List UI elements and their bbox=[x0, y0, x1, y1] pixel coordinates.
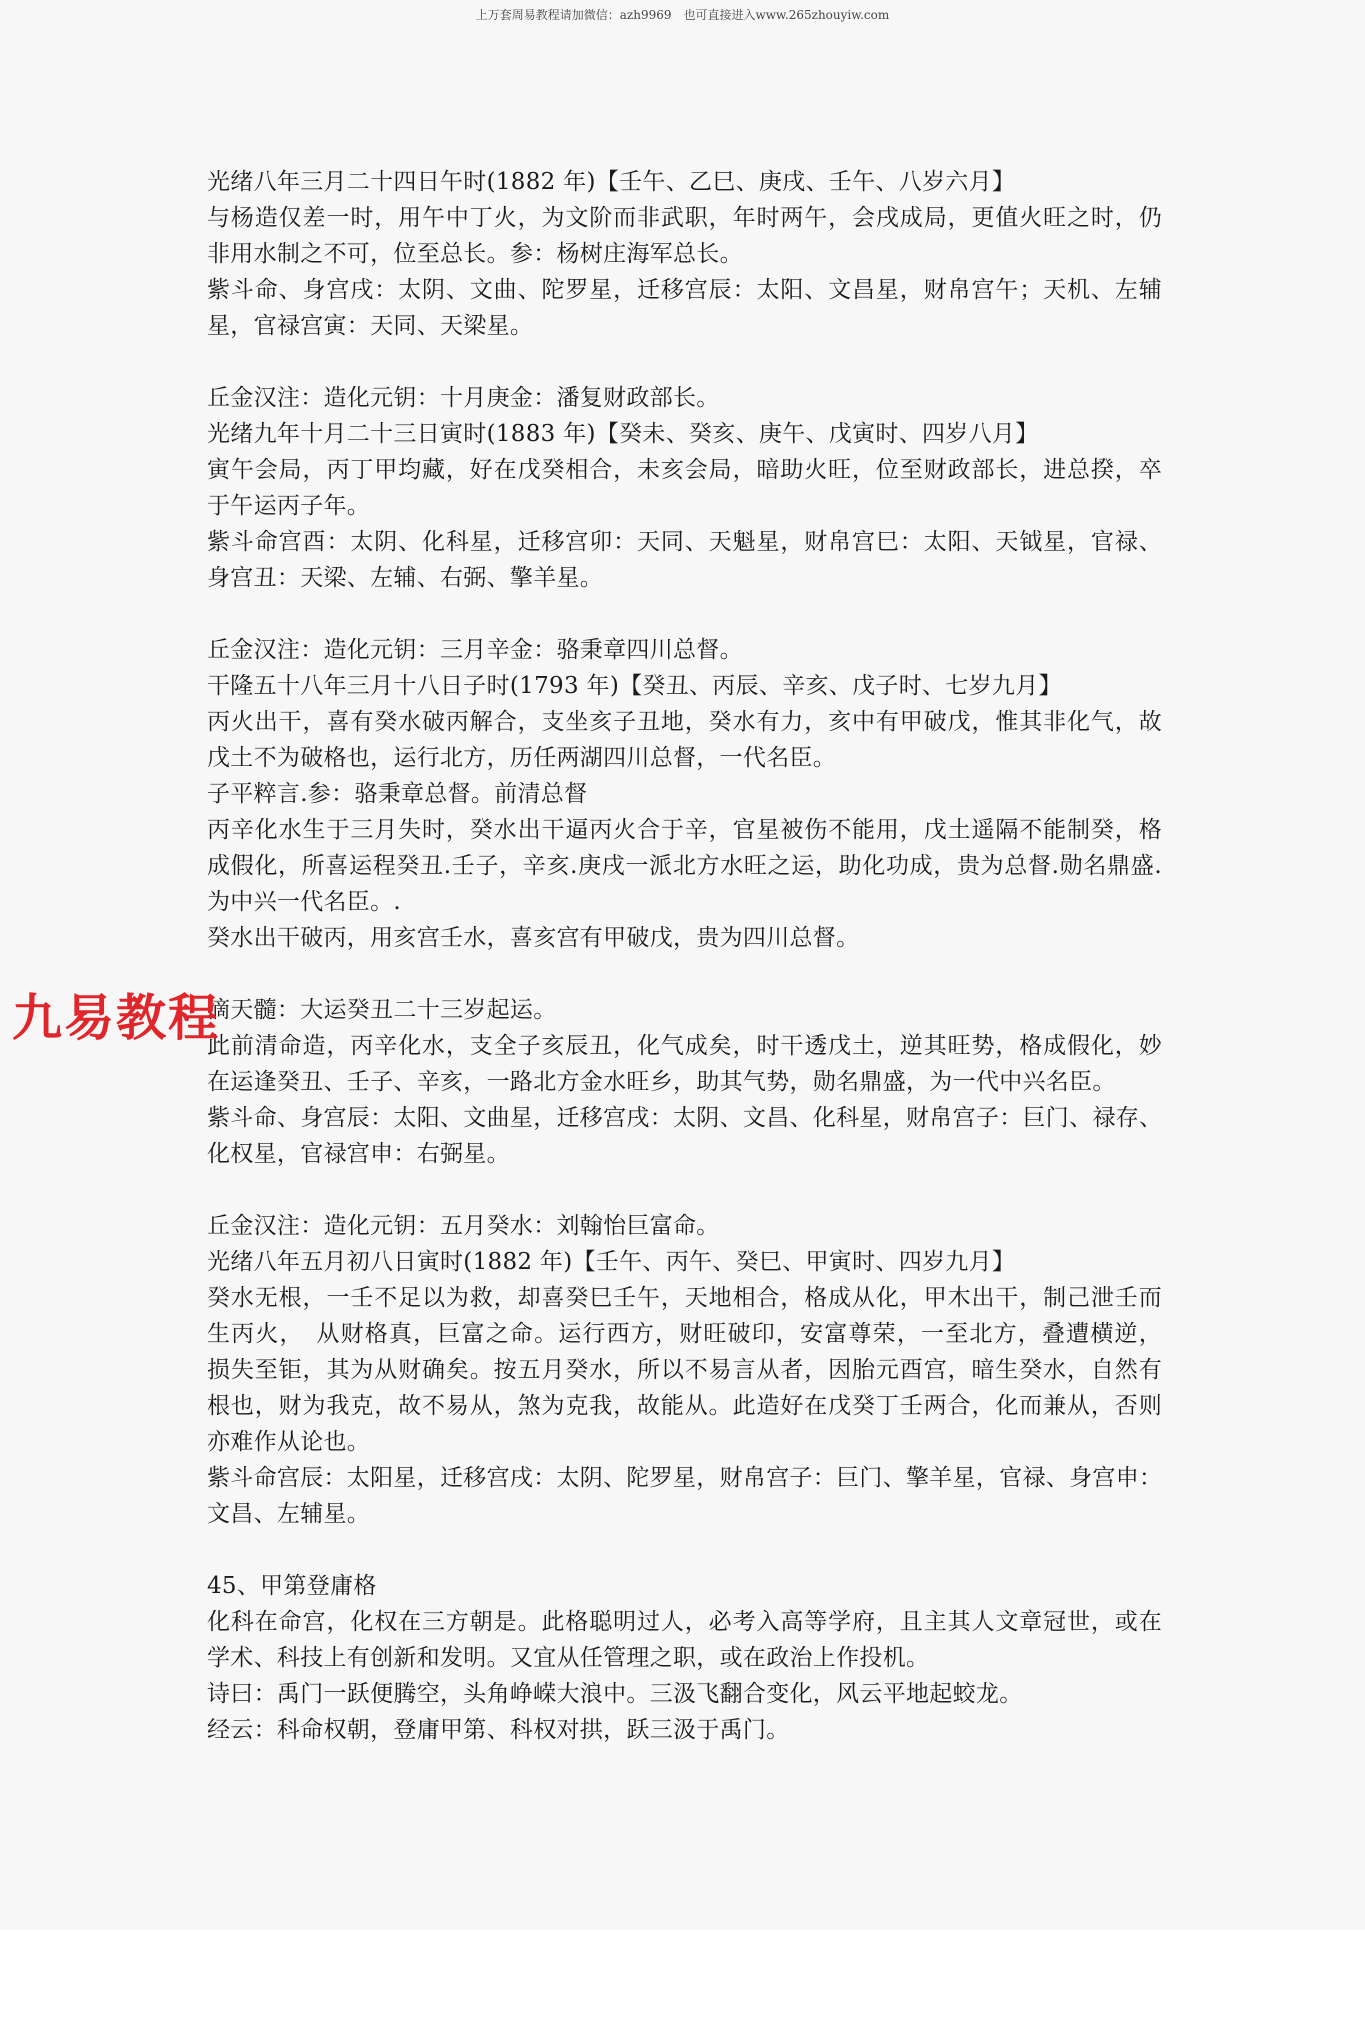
text-line: 与杨造仅差一时，用午中丁火，为文阶而非武职，年时两午，会戌成局，更值火旺之时，仍 bbox=[207, 205, 1162, 231]
paragraph-gap bbox=[207, 596, 1162, 632]
text-line: 紫斗命宫酉：太阴、化科星，迁移宫卯：天同、天魁星，财帛宫巳：太阳、天钺星，官禄、 bbox=[207, 529, 1162, 555]
text-line: 生丙火， 从财格真，巨富之命。运行西方，财旺破印，安富尊荣，一至北方，叠遭横逆， bbox=[207, 1321, 1162, 1347]
text-line: 戊土不为破格也，运行北方，历任两湖四川总督，一代名臣。 bbox=[207, 745, 837, 771]
text-line: 此前清命造，丙辛化水，支全子亥辰丑，化气成矣，时干透戊土，逆其旺势，格成假化，妙 bbox=[207, 1033, 1162, 1059]
text-line: 紫斗命宫辰：太阳星，迁移宫戌：太阴、陀罗星，财帛宫子：巨门、擎羊星，官禄、身宫申： bbox=[207, 1465, 1162, 1491]
text-line: 丘金汉注：造化元钥：十月庚金：潘复财政部长。 bbox=[207, 385, 720, 411]
paragraph-gap bbox=[207, 1172, 1162, 1208]
text-line: 非用水制之不可，位至总长。参：杨树庄海军总长。 bbox=[207, 241, 743, 267]
paragraph-gap bbox=[207, 1532, 1162, 1568]
header-note: 上万套周易教程请加微信：azh9969 也可直接进入www.265zhouyiw.com bbox=[475, 8, 890, 22]
text-line: 干隆五十八年三月十八日子时(1793 年)【癸丑、丙辰、辛亥、戊子时、七岁九月】 bbox=[207, 673, 1062, 699]
text-line: 亦难作从论也。 bbox=[207, 1429, 371, 1455]
text-line: 紫斗命、身宫戌：太阴、文曲、陀罗星，迁移宫辰：太阳、文昌星，财帛宫午；天机、左辅 bbox=[207, 277, 1162, 303]
text-line: 癸水出干破丙，用亥宫壬水，喜亥宫有甲破戊，贵为四川总督。 bbox=[207, 925, 860, 951]
text-line: 于午运丙子年。 bbox=[207, 493, 371, 519]
text-line: 根也，财为我克，故不易从，煞为克我，故能从。此造好在戊癸丁壬两合，化而兼从，否则 bbox=[207, 1393, 1162, 1419]
text-line: 光绪九年十月二十三日寅时(1883 年)【癸未、癸亥、庚午、戊寅时、四岁八月】 bbox=[207, 421, 1039, 447]
text-line: 光绪八年三月二十四日午时(1882 年)【壬午、乙巳、庚戌、壬午、八岁六月】 bbox=[207, 169, 1016, 195]
text-line: 身宫丑：天梁、左辅、右弼、擎羊星。 bbox=[207, 565, 604, 591]
text-line: 寅午会局，丙丁甲均藏，好在戊癸相合，未亥会局，暗助火旺，位至财政部长，进总揆，卒 bbox=[207, 457, 1162, 483]
text-line: 紫斗命、身宫辰：太阳、文曲星，迁移宫戌：太阴、文昌、化科星，财帛宫子：巨门、禄存、 bbox=[207, 1105, 1162, 1131]
text-line: 丙火出干，喜有癸水破丙解合，支坐亥子丑地，癸水有力，亥中有甲破戊，惟其非化气，故 bbox=[207, 709, 1162, 735]
watermark-logo: 九易教程 bbox=[12, 989, 220, 1047]
paragraph-gap bbox=[207, 956, 1162, 992]
text-line: 丘金汉注：造化元钥：三月辛金：骆秉章四川总督。 bbox=[207, 637, 743, 663]
text-line: 光绪八年五月初八日寅时(1882 年)【壬午、丙午、癸巳、甲寅时、四岁九月】 bbox=[207, 1249, 1016, 1275]
text-line: 化科在命宫，化权在三方朝是。此格聪明过人，必考入高等学府，且主其人文章冠世，或在 bbox=[207, 1609, 1162, 1635]
text-line: 损失至钜，其为从财确矣。按五月癸水，所以不易言从者，因胎元酉宫，暗生癸水，自然有 bbox=[207, 1357, 1162, 1383]
text-line: 诗曰：禹门一跃便腾空，头角峥嵘大浪中。三汲飞翻合变化，风云平地起蛟龙。 bbox=[207, 1681, 1023, 1707]
text-line: 丙辛化水生于三月失时，癸水出干逼丙火合于辛，官星被伤不能用，戊土遥隔不能制癸，格 bbox=[207, 817, 1162, 843]
text-line: 丘金汉注：造化元钥：五月癸水：刘翰怡巨富命。 bbox=[207, 1213, 720, 1239]
text-line: 学术、科技上有创新和发明。又宜从任管理之职，或在政治上作投机。 bbox=[207, 1645, 930, 1671]
text-line: 子平粹言.参：骆秉章总督。前清总督 bbox=[207, 781, 588, 807]
text-line: 滴天髓：大运癸丑二十三岁起运。 bbox=[207, 997, 557, 1023]
text-line: 癸水无根，一壬不足以为救，却喜癸巳壬午，天地相合，格成从化，甲木出干，制己泄壬而 bbox=[207, 1285, 1162, 1311]
text-line: 在运逢癸丑、壬子、辛亥，一路北方金水旺乡，助其气势，勋名鼎盛，为一代中兴名臣。 bbox=[207, 1069, 1116, 1095]
paragraph-gap bbox=[207, 344, 1162, 380]
text-line: 化权星，官禄宫申：右弼星。 bbox=[207, 1141, 510, 1167]
document-body bbox=[207, 164, 1162, 1748]
text-line: 成假化，所喜运程癸丑.壬子，辛亥.庚戌一派北方水旺之运，助化功成，贵为总督.勋名鼎盛. bbox=[207, 853, 1162, 879]
text-line: 星，官禄宫寅：天同、天梁星。 bbox=[207, 313, 534, 339]
text-line: 为中兴一代名臣。. bbox=[207, 889, 402, 915]
text-line: 45、甲第登庸格 bbox=[207, 1573, 377, 1599]
text-line: 经云：科命权朝，登庸甲第、科权对拱，跃三汲于禹门。 bbox=[207, 1717, 790, 1743]
text-line: 文昌、左辅星。 bbox=[207, 1501, 371, 1527]
